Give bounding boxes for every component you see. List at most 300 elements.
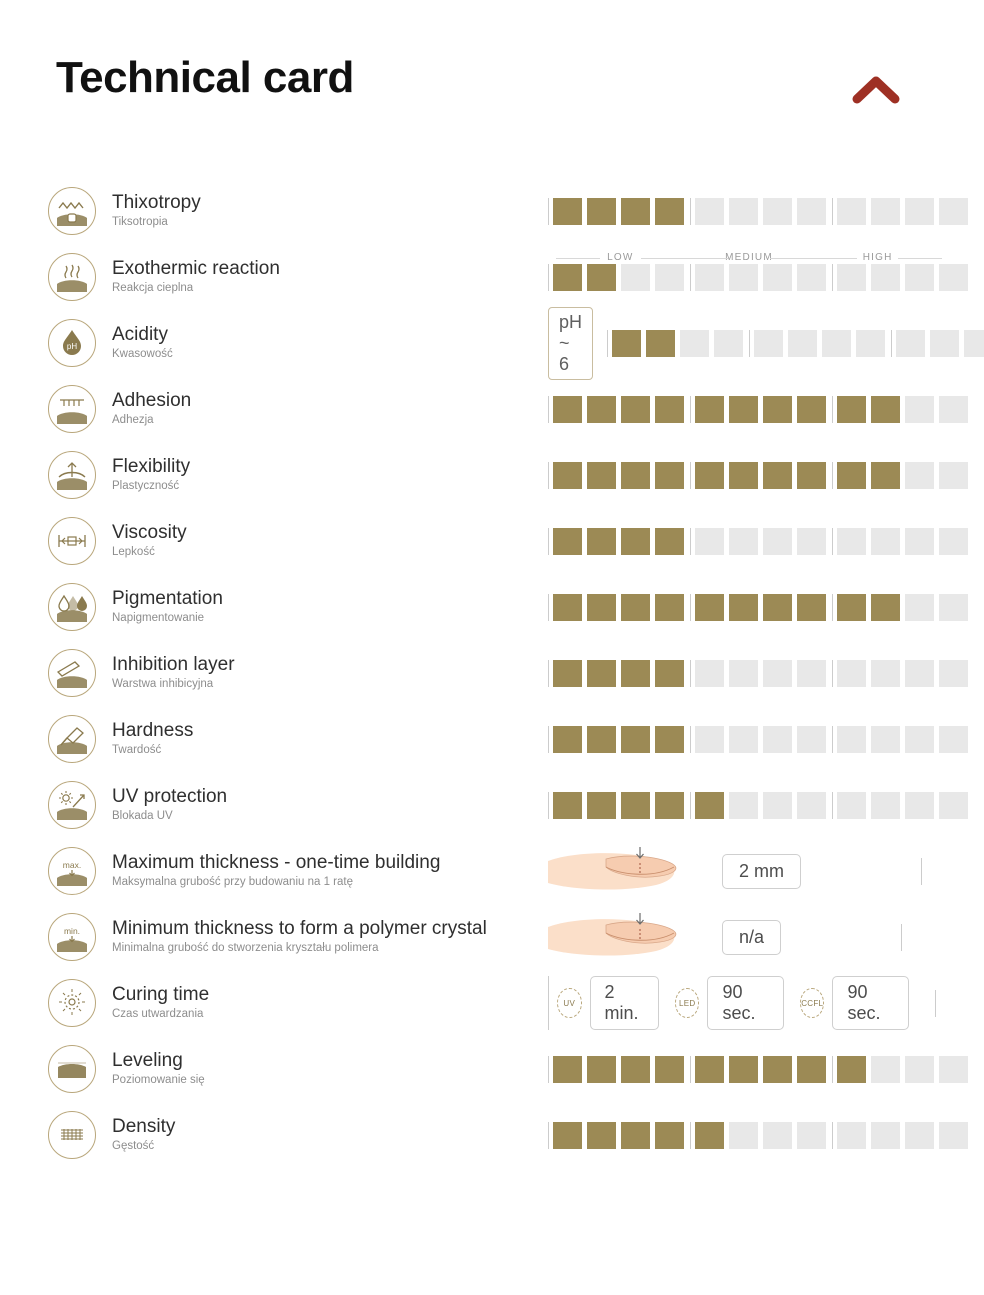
- meter-cell: [797, 1056, 826, 1083]
- meter-cell: [587, 594, 616, 621]
- meter-segment: [548, 396, 684, 423]
- nail-illustration: [548, 911, 698, 963]
- meter-cell: [729, 660, 758, 687]
- property-label-group: [48, 1045, 548, 1093]
- property-name-en: Viscosity: [112, 522, 187, 544]
- leveling-icon: [48, 1045, 96, 1093]
- flexibility-icon: [48, 451, 96, 499]
- meter-cell: [905, 660, 934, 687]
- lamp-led-icon: LED: [675, 988, 699, 1018]
- meter-segment: [548, 264, 684, 291]
- meter-cell: [553, 462, 582, 489]
- meter-cell: [621, 1056, 650, 1083]
- meter-cell: [655, 198, 684, 225]
- meter-cell: [797, 462, 826, 489]
- property-value-group: [548, 792, 968, 819]
- meter-cell: [553, 1122, 582, 1149]
- curing-value: 90 sec.: [707, 976, 784, 1030]
- ph-badge: pH ~ 6: [548, 307, 593, 380]
- meter-cell: [797, 264, 826, 291]
- property-name-en: Curing time: [112, 984, 210, 1006]
- meter-cell: [729, 396, 758, 423]
- property-name-en: Inhibition layer: [112, 654, 235, 676]
- property-value-group: [548, 726, 968, 753]
- property-name-pl: Kwasowość: [112, 348, 173, 361]
- technical-card: [0, 6, 984, 1295]
- meter-cell: [587, 462, 616, 489]
- meter-cell: [587, 726, 616, 753]
- meter-cell: [612, 330, 641, 357]
- meter-cell: [655, 1056, 684, 1083]
- meter-cell: [695, 528, 724, 555]
- meter-cell: [763, 726, 792, 753]
- meter-cell: [871, 594, 900, 621]
- meter-segment: [690, 792, 826, 819]
- meter-cell: [553, 594, 582, 621]
- meter-cell: [729, 594, 758, 621]
- meter-cell: [587, 1122, 616, 1149]
- meter-cell: [587, 660, 616, 687]
- meter-cell: [939, 528, 968, 555]
- meter-cell: [621, 396, 650, 423]
- meter-divider: [901, 924, 902, 951]
- hardness-icon: [48, 715, 96, 763]
- property-value-group: [548, 264, 968, 291]
- meter-segment: [548, 660, 684, 687]
- property-name-en: Leveling: [112, 1050, 183, 1072]
- meter-segment: [548, 792, 684, 819]
- meter-segment: [548, 594, 684, 621]
- meter-cell: [587, 528, 616, 555]
- meter-cell: [905, 1056, 934, 1083]
- meter-cell: [587, 198, 616, 225]
- meter-cell: [797, 594, 826, 621]
- scale-header: [556, 252, 942, 263]
- property-name-en: Density: [112, 1116, 176, 1138]
- card-header: [0, 6, 984, 106]
- meter-segment: [690, 660, 826, 687]
- meter-cell: [939, 1122, 968, 1149]
- meter-cell: [763, 660, 792, 687]
- property-row: [48, 178, 936, 244]
- property-name-pl: Warstwa inhibicyjna: [112, 678, 214, 691]
- meter-cell: [837, 462, 866, 489]
- property-label-group: [48, 847, 548, 895]
- meter-cell: [729, 198, 758, 225]
- meter-cell: [763, 396, 792, 423]
- rating-meter: [548, 792, 968, 819]
- meter-cell: [621, 528, 650, 555]
- property-row: [48, 574, 936, 640]
- meter-cell: [797, 198, 826, 225]
- meter-cell: [797, 660, 826, 687]
- meter-cell: [939, 726, 968, 753]
- property-value-group: [548, 307, 984, 380]
- property-label-group: [48, 649, 548, 697]
- rating-meter: [548, 528, 968, 555]
- meter-cell: [621, 1122, 650, 1149]
- meter-cell: [553, 264, 582, 291]
- property-label-group: [48, 1111, 548, 1159]
- meter-cell: [797, 792, 826, 819]
- lamp-ccfl-icon: CCFL: [800, 988, 824, 1018]
- meter-cell: [553, 792, 582, 819]
- meter-segment: [690, 528, 826, 555]
- meter-cell: [905, 198, 934, 225]
- meter-cell: [939, 594, 968, 621]
- meter-cell: [621, 594, 650, 621]
- meter-cell: [837, 660, 866, 687]
- property-value-group: [548, 976, 936, 1030]
- property-rows: [0, 178, 984, 1168]
- property-name-en: Pigmentation: [112, 588, 223, 610]
- meter-segment: [690, 594, 826, 621]
- min-thickness-icon: [48, 913, 96, 961]
- property-name-pl: Minimalna grubość do stworzenia kryształu polimera: [112, 942, 379, 955]
- meter-cell: [837, 792, 866, 819]
- property-value-group: [548, 845, 936, 897]
- property-name-en: Flexibility: [112, 456, 191, 478]
- thixotropy-icon: [48, 187, 96, 235]
- property-label-group: [48, 715, 548, 763]
- meter-cell: [646, 330, 675, 357]
- meter-cell: [553, 1056, 582, 1083]
- meter-cell: [729, 528, 758, 555]
- rating-meter: [548, 264, 968, 291]
- meter-cell: [695, 726, 724, 753]
- meter-cell: [621, 198, 650, 225]
- meter-cell: [553, 198, 582, 225]
- meter-cell: [729, 264, 758, 291]
- meter-cell: [655, 792, 684, 819]
- property-name-pl: Tiksotropia: [112, 216, 168, 229]
- meter-cell: [729, 462, 758, 489]
- property-label-group: [48, 979, 548, 1027]
- meter-cell: [587, 792, 616, 819]
- property-name-pl: Maksymalna grubość przy budowaniu na 1 ratę: [112, 876, 353, 889]
- meter-cell: [621, 462, 650, 489]
- property-name-pl: Gęstość: [112, 1140, 155, 1153]
- property-row: [48, 772, 936, 838]
- meter-cell: [695, 1122, 724, 1149]
- property-name-en: Exothermic reaction: [112, 258, 280, 280]
- meter-cell: [729, 792, 758, 819]
- property-value-group: [548, 462, 968, 489]
- meter-cell: [695, 462, 724, 489]
- inhibition-layer-icon: [48, 649, 96, 697]
- meter-cell: [695, 198, 724, 225]
- meter-cell: [939, 1056, 968, 1083]
- property-row: [48, 508, 936, 574]
- meter-cell: [871, 792, 900, 819]
- uv-protection-icon: [48, 781, 96, 829]
- meter-segment: [548, 1056, 684, 1083]
- curing-item: [675, 976, 784, 1030]
- property-name-pl: Lepkość: [112, 546, 155, 559]
- meter-cell: [680, 330, 709, 357]
- meter-cell: [621, 726, 650, 753]
- meter-cell: [822, 330, 851, 357]
- meter-cell: [763, 264, 792, 291]
- rating-meter: [607, 330, 984, 357]
- property-name-pl: Twardość: [112, 744, 162, 757]
- rating-meter: [548, 726, 968, 753]
- meter-cell: [655, 528, 684, 555]
- property-name-en: Adhesion: [112, 390, 192, 412]
- meter-cell: [939, 462, 968, 489]
- nail-illustration: [548, 845, 698, 897]
- property-row: [48, 442, 936, 508]
- property-label-group: [48, 319, 548, 367]
- meter-segment: [832, 1056, 968, 1083]
- property-row: [48, 706, 936, 772]
- property-name-pl: Plastyczność: [112, 480, 180, 493]
- meter-cell: [905, 792, 934, 819]
- rating-meter: [548, 462, 968, 489]
- property-row: [48, 640, 936, 706]
- meter-cell: [797, 528, 826, 555]
- property-name-pl: Adhezja: [112, 414, 154, 427]
- meter-cell: [837, 594, 866, 621]
- rating-meter: [548, 1122, 968, 1149]
- meter-cell: [695, 396, 724, 423]
- curing-time-icon: [48, 979, 96, 1027]
- rating-meter: [548, 396, 968, 423]
- pigmentation-icon: [48, 583, 96, 631]
- meter-segment: [548, 198, 684, 225]
- meter-cell: [587, 1056, 616, 1083]
- meter-cell: [905, 726, 934, 753]
- meter-cell: [729, 1122, 758, 1149]
- meter-segment: [832, 264, 968, 291]
- meter-segment: [690, 396, 826, 423]
- svg-text:pH: pH: [66, 342, 78, 351]
- meter-segment: [548, 462, 684, 489]
- meter-segment: [832, 594, 968, 621]
- property-value-group: [548, 660, 968, 687]
- property-label-group: [48, 913, 548, 961]
- meter-segment: [832, 660, 968, 687]
- rating-meter: [548, 1056, 968, 1083]
- scale-label-high: HIGH: [813, 252, 942, 263]
- meter-cell: [553, 660, 582, 687]
- meter-cell: [714, 330, 743, 357]
- meter-cell: [655, 264, 684, 291]
- meter-cell: [587, 264, 616, 291]
- thickness-value: n/a: [722, 920, 781, 955]
- meter-cell: [905, 462, 934, 489]
- meter-segment: [749, 330, 885, 357]
- meter-cell: [896, 330, 925, 357]
- meter-cell: [797, 726, 826, 753]
- property-name-en: Thixotropy: [112, 192, 201, 214]
- meter-cell: [695, 264, 724, 291]
- property-row: [48, 1036, 936, 1102]
- property-value-group: [548, 911, 936, 963]
- meter-cell: [621, 264, 650, 291]
- meter-segment: [832, 528, 968, 555]
- curing-value: 90 sec.: [832, 976, 909, 1030]
- meter-cell: [655, 396, 684, 423]
- meter-segment: [607, 330, 743, 357]
- property-name-en: Hardness: [112, 720, 194, 742]
- scale-label-medium: MEDIUM: [685, 252, 814, 263]
- meter-segment: [690, 462, 826, 489]
- meter-cell: [837, 198, 866, 225]
- meter-segment: [690, 726, 826, 753]
- property-name-pl: Napigmentowanie: [112, 612, 205, 625]
- meter-segment: [832, 198, 968, 225]
- meter-cell: [763, 792, 792, 819]
- meter-segment: [891, 330, 984, 357]
- meter-cell: [871, 1056, 900, 1083]
- rating-meter: [548, 660, 968, 687]
- meter-cell: [655, 660, 684, 687]
- meter-cell: [553, 528, 582, 555]
- property-row: [48, 904, 936, 970]
- meter-cell: [763, 594, 792, 621]
- chevron-up-icon[interactable]: [852, 72, 900, 106]
- meter-cell: [763, 1056, 792, 1083]
- meter-cell: [553, 726, 582, 753]
- meter-cell: [871, 198, 900, 225]
- density-icon: [48, 1111, 96, 1159]
- svg-text:min.: min.: [63, 926, 81, 936]
- property-value-group: [548, 396, 968, 423]
- meter-cell: [905, 264, 934, 291]
- property-label-group: [48, 583, 548, 631]
- property-label-group: [48, 517, 548, 565]
- curing-item: [557, 976, 659, 1030]
- meter-segment: [690, 1122, 826, 1149]
- property-label-group: [48, 781, 548, 829]
- property-name-en: Acidity: [112, 324, 168, 346]
- meter-cell: [797, 1122, 826, 1149]
- meter-cell: [655, 462, 684, 489]
- meter-cell: [939, 264, 968, 291]
- meter-cell: [939, 660, 968, 687]
- meter-segment: [690, 1056, 826, 1083]
- property-label-group: [48, 187, 548, 235]
- meter-cell: [939, 198, 968, 225]
- property-name-en: Maximum thickness - one-time building: [112, 852, 441, 874]
- property-name-pl: Czas utwardzania: [112, 1008, 204, 1021]
- property-value-group: [548, 198, 968, 225]
- meter-cell: [837, 528, 866, 555]
- exothermic-reaction-icon: [48, 253, 96, 301]
- meter-cell: [837, 264, 866, 291]
- property-row: [48, 1102, 936, 1168]
- curing-value: 2 min.: [590, 976, 659, 1030]
- meter-cell: [905, 528, 934, 555]
- meter-cell: [871, 660, 900, 687]
- meter-divider: [921, 858, 922, 885]
- property-row: [48, 310, 936, 376]
- lamp-uv-icon: UV: [557, 988, 582, 1018]
- meter-cell: [763, 198, 792, 225]
- viscosity-icon: [48, 517, 96, 565]
- meter-segment: [548, 726, 684, 753]
- page-title: Technical card: [56, 53, 354, 102]
- property-label-group: [48, 451, 548, 499]
- property-row: [48, 970, 936, 1036]
- property-value-group: [548, 594, 968, 621]
- meter-cell: [729, 726, 758, 753]
- meter-segment: [832, 792, 968, 819]
- adhesion-icon: [48, 385, 96, 433]
- meter-cell: [837, 1056, 866, 1083]
- meter-cell: [754, 330, 783, 357]
- meter-segment: [832, 396, 968, 423]
- meter-cell: [871, 726, 900, 753]
- meter-segment: [690, 264, 826, 291]
- meter-cell: [621, 660, 650, 687]
- meter-cell: [871, 396, 900, 423]
- meter-cell: [788, 330, 817, 357]
- meter-cell: [837, 726, 866, 753]
- meter-cell: [655, 1122, 684, 1149]
- meter-cell: [871, 1122, 900, 1149]
- property-value-group: [548, 528, 968, 555]
- property-label-group: [48, 385, 548, 433]
- meter-segment: [690, 198, 826, 225]
- meter-segment: [548, 528, 684, 555]
- meter-cell: [729, 1056, 758, 1083]
- meter-cell: [939, 396, 968, 423]
- property-name-pl: Reakcja cieplna: [112, 282, 194, 295]
- meter-cell: [763, 528, 792, 555]
- property-name-pl: Blokada UV: [112, 810, 173, 823]
- max-thickness-icon: [48, 847, 96, 895]
- meter-cell: [856, 330, 885, 357]
- meter-cell: [695, 660, 724, 687]
- meter-cell: [797, 396, 826, 423]
- meter-cell: [871, 528, 900, 555]
- meter-cell: [871, 264, 900, 291]
- svg-text:max.: max.: [62, 860, 82, 870]
- meter-cell: [655, 594, 684, 621]
- thickness-value: 2 mm: [722, 854, 801, 889]
- meter-cell: [837, 396, 866, 423]
- rating-meter: [548, 198, 968, 225]
- scale-label-low: LOW: [556, 252, 685, 263]
- property-name-pl: Poziomowanie się: [112, 1074, 205, 1087]
- meter-segment: [832, 726, 968, 753]
- meter-cell: [695, 594, 724, 621]
- meter-cell: [695, 1056, 724, 1083]
- property-value-group: [548, 1056, 968, 1083]
- meter-cell: [587, 396, 616, 423]
- meter-cell: [905, 594, 934, 621]
- meter-cell: [763, 462, 792, 489]
- meter-cell: [939, 792, 968, 819]
- meter-cell: [871, 462, 900, 489]
- property-row: [48, 376, 936, 442]
- property-name-en: Minimum thickness to form a polymer crystal: [112, 918, 487, 940]
- meter-cell: [905, 1122, 934, 1149]
- property-row: [48, 838, 936, 904]
- meter-cell: [621, 792, 650, 819]
- property-value-group: [548, 1122, 968, 1149]
- meter-cell: [837, 1122, 866, 1149]
- property-label-group: [48, 253, 548, 301]
- meter-cell: [695, 792, 724, 819]
- meter-divider: [935, 990, 936, 1017]
- meter-cell: [905, 396, 934, 423]
- meter-cell: [964, 330, 984, 357]
- acidity-ph-icon: [48, 319, 96, 367]
- meter-segment: [548, 1122, 684, 1149]
